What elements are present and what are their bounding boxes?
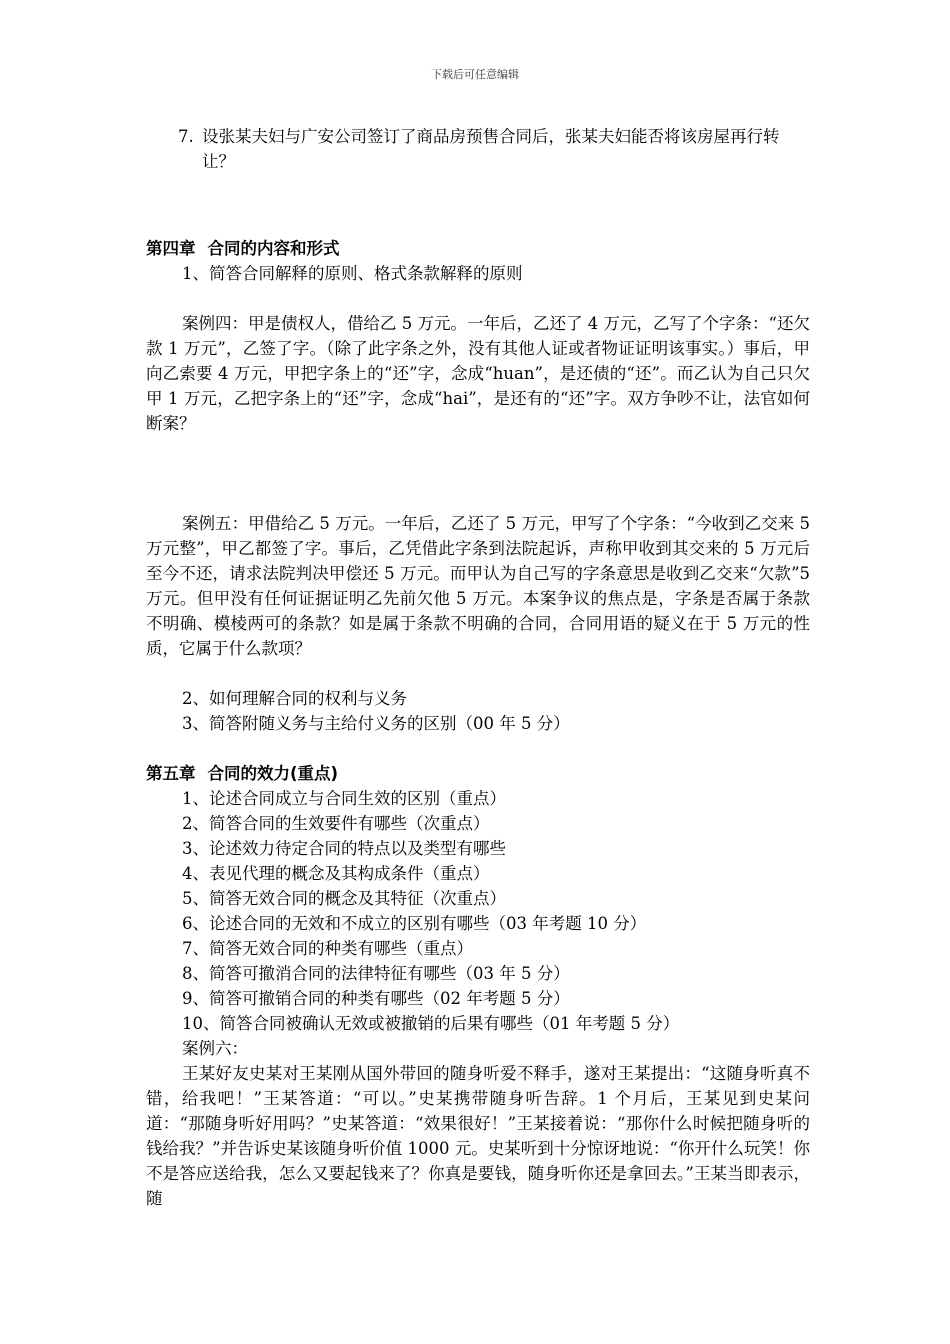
question-text: 设张某夫妇与广安公司签订了商品房预售合同后，张某夫妇能否将该房屋再行转让？ (202, 127, 780, 171)
chapter-4-item-2: 2、如何理解合同的权利与义务 (182, 689, 407, 708)
case-5-paragraph: 案例五：甲借给乙 5 万元。一年后，乙还了 5 万元，甲写了个字条：“今收到乙交来 5 万元整”，甲乙都签了字。事后，乙凭借此字条到法院起诉，声称甲收到其交来的 5 万元后至今不还，请求法院判决甲偿还 5 万元。而甲认为自己写的字条意思是收到乙交来“欠款”5 万元。但甲没有任何证据证明乙先前欠他 5 万元。本案争议的焦点是，字条是否属于条款不明确、模棱两可的条款？如是属于条款不明确的合同，合同用语的疑义在于 5 万元的性质，它属于什么款项？ (146, 514, 810, 658)
chapter-5-item: 3、论述效力待定合同的特点以及类型有哪些 (182, 839, 506, 858)
chapter-name: 合同的效力(重点) (207, 764, 339, 783)
chapter-number: 第四章 (146, 239, 196, 258)
chapter-name: 合同的内容和形式 (207, 239, 340, 258)
chapter-5-item: 4、表见代理的概念及其构成条件（重点） (182, 864, 490, 883)
case-6-label: 案例六： (182, 1039, 248, 1058)
chapter-5-item: 6、论述合同的无效和不成立的区别有哪些（03 年考题 10 分） (182, 914, 647, 933)
chapter-4-title (146, 236, 810, 261)
case-4-paragraph: 案例四：甲是债权人，借给乙 5 万元。一年后，乙还了 4 万元，乙写了个字条：“还欠款 1 万元”，乙签了字。（除了此字条之外，没有其他人证或者物证证明该事实。）事后，甲向乙索要 4 万元，甲把字条上的“还”字，念成“huan”，是还债的“还”。而乙认为自己只欠甲 1 万元，乙把字条上的“还”字，念成“hai”，是还有的“还”字。双方争吵不让，法官如何断案？ (146, 314, 810, 433)
chapter-5-item: 7、简答无效合同的种类有哪些（重点） (182, 939, 473, 958)
chapter-5-title (146, 761, 810, 786)
chapter-5-item: 2、简答合同的生效要件有哪些（次重点） (182, 814, 490, 833)
question-7 (146, 124, 810, 174)
chapter-5-item: 8、简答可撤消合同的法律特征有哪些（03 年 5 分） (182, 964, 570, 983)
chapter-5-item: 5、简答无效合同的概念及其特征（次重点） (182, 889, 506, 908)
chapter-5-item: 1、论述合同成立与合同生效的区别（重点） (182, 789, 506, 808)
chapter-number: 第五章 (146, 764, 196, 783)
question-number: 7. (178, 127, 194, 146)
chapter-5-item: 10、简答合同被确认无效或被撤销的后果有哪些（01 年考题 5 分） (182, 1014, 680, 1033)
chapter-4-item-1: 1、简答合同解释的原则、格式条款解释的原则 (182, 264, 523, 283)
document-body (146, 124, 810, 1211)
page-header: 下载后可任意编辑 (431, 68, 519, 81)
case-6-paragraph: 王某好友史某对王某刚从国外带回的随身听爱不释手，遂对王某提出：“这随身听真不错，给我吧！”王某答道：“可以。”史某携带随身听告辞。1 个月后，王某见到史某问道：“那随身听好用吗？”史某答道：“效果很好！”王某接着说：“那你什么时候把随身听的钱给我？”并告诉史某该随身听价值 1000 元。史某听到十分惊讶地说：“你开什么玩笑！你不是答应送给我，怎么又要起钱来了？你真是要钱，随身听你还是拿回去。”王某当即表示，随 (146, 1064, 810, 1208)
chapter-4-item-3: 3、简答附随义务与主给付义务的区别（00 年 5 分） (182, 714, 570, 733)
chapter-5-item: 9、简答可撤销合同的种类有哪些（02 年考题 5 分） (182, 989, 570, 1008)
